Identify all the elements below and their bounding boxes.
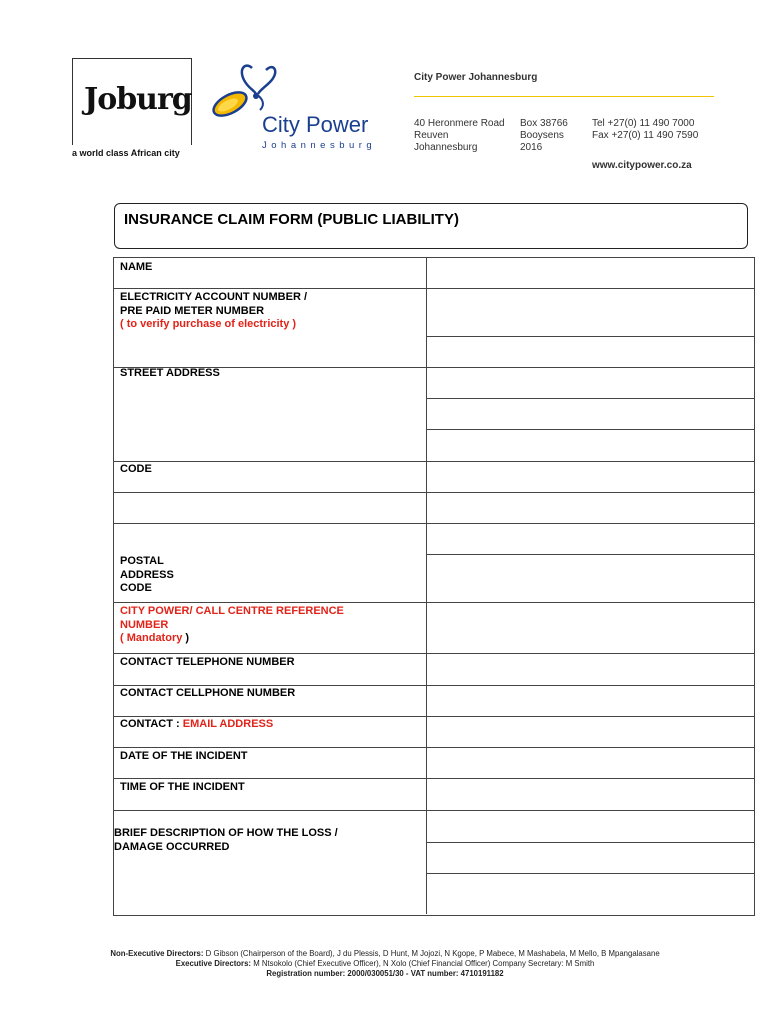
- organisation-name: City Power Johannesburg: [414, 72, 538, 83]
- email-label-highlight: EMAIL ADDRESS: [182, 718, 274, 730]
- exec-names: M Ntsokolo (Chief Executive Officer), N Xolo (Chief Financial Officer) Company Secretary: M Smith: [251, 959, 595, 968]
- non-exec-label: Non-Executive Directors:: [110, 949, 204, 958]
- postal-label-line2: ADDRESS: [120, 568, 174, 581]
- email-label: [120, 718, 273, 732]
- incident-time-label: TIME OF THE INCIDENT: [120, 781, 245, 793]
- postal-label-line3: CODE: [120, 582, 152, 594]
- non-exec-names: D Gibson (Chairperson of the Board), J du Plessis, D Hunt, M Jojozi, N Kgope, P Mabece, M Mashabela, M Mello, B Mpangalasane: [203, 949, 660, 958]
- address-line: Johannesburg: [414, 142, 478, 153]
- address-line: Reuven: [414, 130, 449, 141]
- fax-number: Fax +27(0) 11 490 7590: [592, 130, 699, 141]
- postal-label-line1: POSTAL: [120, 555, 164, 567]
- code-label: CODE: [120, 463, 152, 475]
- box-line: Box 38766: [520, 118, 568, 129]
- reference-label-line2: NUMBER: [120, 618, 169, 631]
- code-field[interactable]: [427, 462, 753, 492]
- street-address-field[interactable]: [427, 368, 753, 461]
- footer-registration: Registration number: 2000/030051/30 - VAT number: 4710191182: [266, 969, 504, 978]
- street-address-block: [414, 118, 505, 154]
- mandatory-close: ): [182, 632, 190, 644]
- description-label: [114, 827, 338, 854]
- account-number-field[interactable]: [427, 289, 753, 367]
- postal-address-label: [120, 555, 174, 596]
- telephone-number: Tel +27(0) 11 490 7000: [592, 118, 695, 129]
- incident-date-field[interactable]: [427, 748, 753, 778]
- account-label-line1: ELECTRICITY ACCOUNT NUMBER /: [120, 291, 307, 303]
- reference-label-line3: [120, 632, 344, 646]
- exec-label: Executive Directors:: [175, 959, 252, 968]
- description-label-line1: BRIEF DESCRIPTION OF HOW THE LOSS /: [114, 827, 338, 839]
- footer-non-exec-directors: [0, 949, 770, 958]
- header-divider: [414, 96, 714, 97]
- telephone-label: CONTACT TELEPHONE NUMBER: [120, 656, 295, 668]
- account-number-label: [120, 291, 307, 332]
- form-title: INSURANCE CLAIM FORM (PUBLIC LIABILITY): [124, 211, 459, 228]
- incident-date-label: DATE OF THE INCIDENT: [120, 750, 248, 762]
- email-field[interactable]: [427, 717, 753, 747]
- telephone-field[interactable]: [427, 654, 753, 685]
- row-divider: [113, 492, 754, 493]
- footer-exec-directors: [0, 959, 770, 968]
- joburg-logo-wordmark: Joburg: [84, 82, 192, 117]
- postal-box-block: [520, 118, 568, 154]
- city-power-logo-title: City Power: [262, 112, 369, 137]
- description-field[interactable]: [427, 811, 753, 913]
- email-label-prefix: CONTACT :: [120, 718, 180, 730]
- street-address-label: STREET ADDRESS: [120, 367, 220, 379]
- name-field[interactable]: [427, 258, 753, 288]
- city-power-logo-subtitle: Johannesburg: [262, 140, 377, 151]
- mandatory-note: ( Mandatory: [120, 632, 183, 644]
- postal-address-field[interactable]: [427, 524, 753, 602]
- phone-block: [592, 118, 698, 142]
- website-link[interactable]: www.citypower.co.za: [592, 160, 692, 171]
- account-label-line2: PRE PAID METER NUMBER: [120, 304, 265, 317]
- name-label: NAME: [120, 261, 153, 273]
- box-line: 2016: [520, 142, 543, 153]
- box-line: Booysens: [520, 130, 564, 141]
- joburg-logo-tagline: a world class African city: [72, 148, 180, 158]
- cellphone-label: CONTACT CELLPHONE NUMBER: [120, 687, 296, 699]
- incident-time-field[interactable]: [427, 779, 753, 810]
- cellphone-field[interactable]: [427, 686, 753, 716]
- description-label-line2: DAMAGE OCCURRED: [114, 840, 230, 853]
- reference-number-label: [120, 605, 344, 646]
- address-line: 40 Heronmere Road: [414, 118, 505, 129]
- reference-label-line1: CITY POWER/ CALL CENTRE REFERENCE: [120, 605, 344, 617]
- reference-number-field[interactable]: [427, 603, 753, 653]
- account-label-note: ( to verify purchase of electricity ): [120, 318, 297, 330]
